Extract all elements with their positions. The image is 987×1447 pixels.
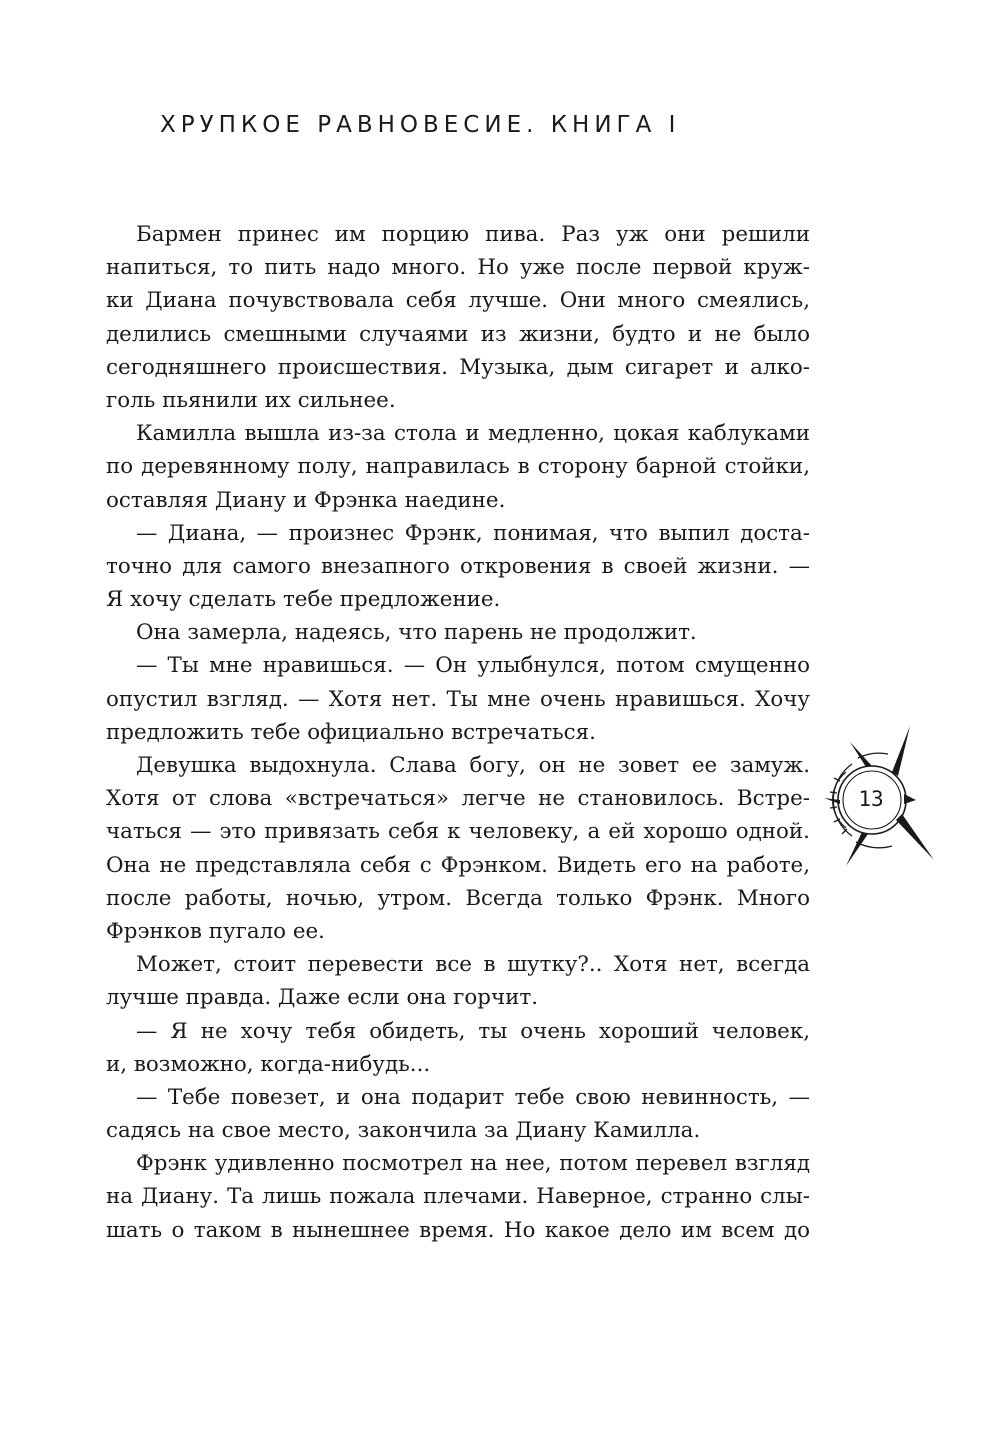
running-head-title: ХРУПКОЕ РАВНОВЕСИЕ. КНИГА I bbox=[160, 112, 681, 138]
text-line: — Диана, — произнес Фрэнк, понимая, что выпил доста- bbox=[136, 520, 810, 546]
text-line: Бармен принес им порцию пива. Раз уж они решили bbox=[136, 222, 810, 247]
text-line: Фрэнков пугало ее. bbox=[106, 918, 325, 944]
text-line: Хотя от слова «встречаться» легче не становилось. Встре- bbox=[106, 786, 810, 812]
text-line: лучше правда. Даже если она горчит. bbox=[106, 985, 538, 1011]
text-line: чаться — это привязать себя к человеку, а ей хорошо одной. bbox=[106, 819, 810, 845]
text-line: оставляя Диану и Фрэнка наедине. bbox=[106, 487, 506, 513]
text-line: на Диану. Та лишь пожала плечами. Наверное, странно слы- bbox=[106, 1184, 810, 1210]
text-line: — Тебе повезет, и она подарит тебе свою невинность, — bbox=[136, 1084, 810, 1110]
text-line: — Ты мне нравишься. — Он улыбнулся, потом смущенно bbox=[136, 653, 810, 679]
text-line: ки Диана почувствовала себя лучше. Они много смеялись, bbox=[106, 288, 810, 314]
text-line: предложить тебе официально встречаться. bbox=[106, 719, 596, 745]
text-line: и, возможно, когда-нибудь... bbox=[106, 1051, 431, 1077]
text-line: — Я не хочу тебя обидеть, ты очень хороший человек, bbox=[136, 1018, 810, 1044]
text-line: Камилла вышла из-за стола и медленно, цокая каблуками bbox=[136, 421, 810, 447]
text-line: делились смешными случаями из жизни, будто и не было bbox=[106, 321, 810, 347]
text-line: Может, стоит перевести все в шутку?.. Хотя нет, всегда bbox=[136, 952, 810, 978]
page-number: 13 bbox=[858, 787, 884, 811]
text-line: Она замерла, надеясь, что парень не продолжит. bbox=[136, 620, 697, 646]
text-line: голь пьянили их сильнее. bbox=[106, 387, 396, 413]
text-line: сегодняшнего происшествия. Музыка, дым сигарет и алко- bbox=[106, 354, 810, 380]
text-line: напиться, то пить надо много. Но уже после первой круж- bbox=[106, 255, 810, 281]
text-line: Она не представляла себя с Фрэнком. Видеть его на работе, bbox=[106, 852, 810, 878]
text-line: Девушка выдохнула. Слава богу, он не зовет ее замуж. bbox=[136, 753, 810, 778]
body-text bbox=[106, 218, 810, 1247]
text-line: садясь на свое место, закончила за Диану Камилла. bbox=[106, 1118, 701, 1144]
text-line: после работы, ночью, утром. Всегда только Фрэнк. Много bbox=[106, 885, 810, 911]
text-line: точно для самого внезапного откровения в своей жизни. — bbox=[106, 553, 810, 579]
text-line: Фрэнк удивленно посмотрел на нее, потом перевел взгляд bbox=[136, 1151, 810, 1177]
text-line: шать о таком в нынешнее время. Но какое дело им всем до bbox=[106, 1217, 810, 1243]
text-line: по деревянному полу, направилась в сторону барной стойки, bbox=[106, 454, 810, 480]
text-line: опустил взгляд. — Хотя нет. Ты мне очень нравишься. Хочу bbox=[106, 686, 810, 712]
text-line: Я хочу сделать тебе предложение. bbox=[106, 587, 501, 613]
